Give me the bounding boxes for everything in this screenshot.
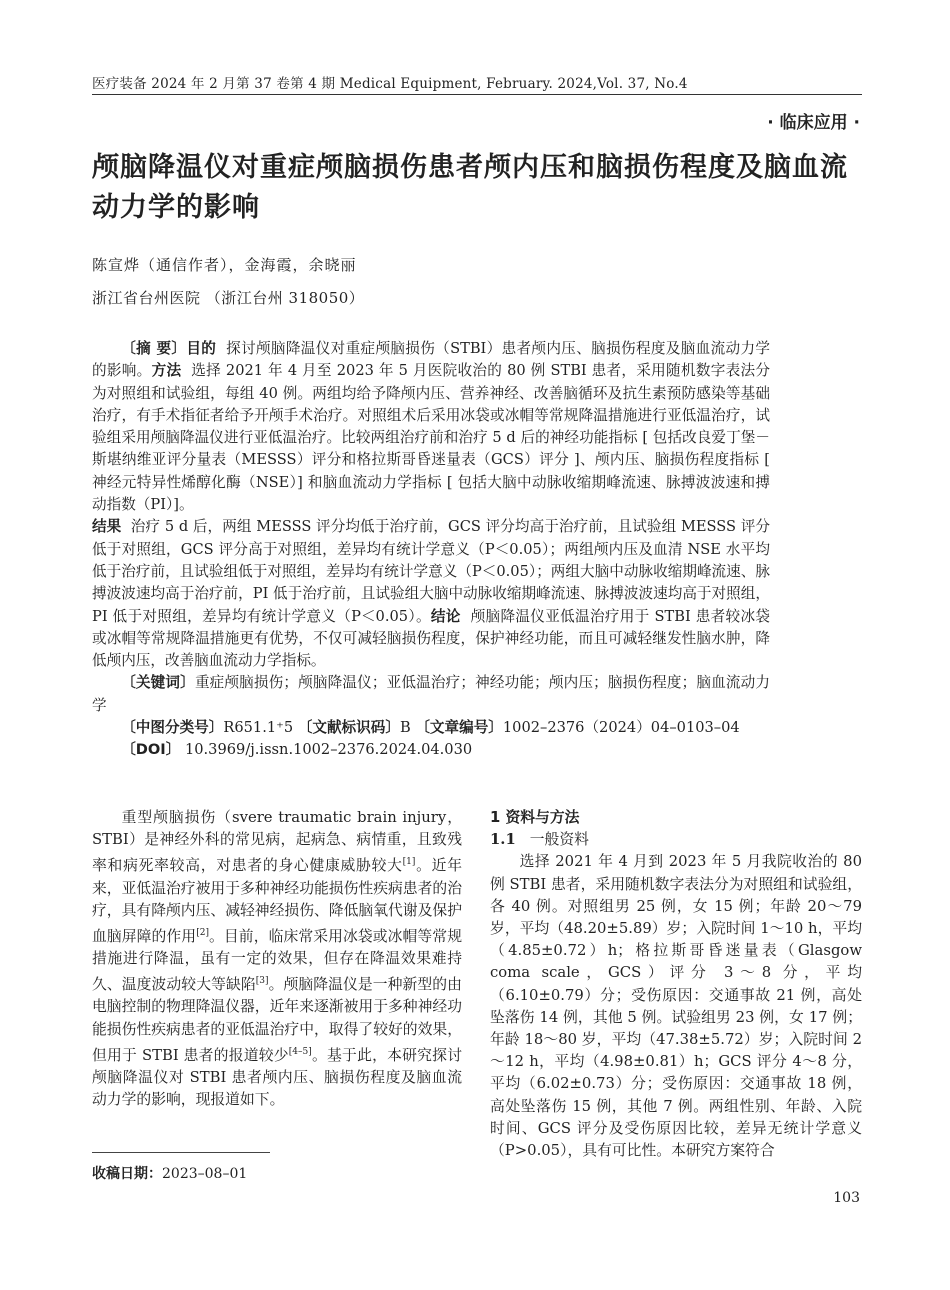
article-title: 颅脑降温仪对重症颅脑损伤患者颅内压和脑损伤程度及脑血流动力学的影响 bbox=[92, 152, 848, 223]
affiliation: 浙江省台州医院 （浙江台州 318050） bbox=[92, 289, 365, 307]
doi-label: 〔DOI〕 bbox=[121, 741, 181, 759]
abstract-results-label: 结果 bbox=[92, 518, 122, 536]
received-date: 收稿日期：2023–08–01 bbox=[92, 1166, 248, 1182]
classification-line bbox=[92, 717, 770, 739]
doc-code-label: 〔文献标识码〕 bbox=[297, 719, 400, 737]
abstract-purpose-label: 〔摘 要〕目的 bbox=[121, 340, 217, 357]
abstract-methods: 选择 2021 年 4 月至 2023 年 5 月医院收治的 80 例 STBI 患者，采用随机数字表法分为对照组和试验组，每组 40 例。两组均给予降颅内压、营养神经、改善脑循环及抗生素预防感染等基础治疗，有手术指征者给予开颅手术治疗。对照组术后采用冰袋或冰帽等常规降温措施进行亚低温治疗，试验组采用颅脑降温仪进行亚低温治疗。比较两组治疗前和治疗 5 d 后的神经功能指标 [ 包括改良爱丁堡－斯堪纳维亚评分量表（MESSS）评分和格拉斯哥昏迷量表（GCS）评分 ]、颅内压、脑损伤程度指标 [ 神经元特异性烯醇化酶（NSE）] 和脑血流动力学指标 [ 包括大脑中动脉收缩期峰流速、脉搏波波速和搏动指数（PI）]。 bbox=[92, 362, 770, 514]
doi-line bbox=[92, 739, 770, 761]
keywords: 重症颅脑损伤；颅脑降温仪；亚低温治疗；神经功能；颅内压；脑损伤程度；脑血流动力学 bbox=[92, 674, 770, 714]
section-heading: 1 资料与方法 bbox=[490, 809, 580, 826]
footnote-rule bbox=[92, 1152, 270, 1153]
abstract-body bbox=[92, 338, 770, 516]
subsection-number: 1.1 bbox=[490, 831, 516, 849]
subsection-heading bbox=[490, 829, 862, 851]
citation-2: [2] bbox=[196, 927, 209, 938]
subsection-title: 一般资料 bbox=[529, 831, 589, 849]
citation-1: [1] bbox=[402, 857, 416, 868]
body-left-column bbox=[92, 807, 462, 1111]
general-data-paragraph: 选择 2021 年 4 月到 2023 年 5 月我院收治的 80 例 STBI 患者，采用随机数字表法分为对照组和试验组，各 40 例。对照组男 25 例，女 15 例；年龄 20～79 岁，平均（48.20±5.89）岁；入院时间 1～10 h，平均（4.85±0.72）h；格拉斯哥昏迷量表（Glasgow coma scale，GCS）评分 3～8 分，平均（6.10±0.79）分；受伤原因：交通事故 21 例，高处坠落伤 14 例，其他 5 例。试验组男 23 例，女 17 例；年龄 18～80 岁，平均（47.38±5.72）岁；入院时间 2～12 h，平均（4.98±0.81）h；GCS 评分 4～8 分，平均（6.02±0.73）分；受伤原因：交通事故 18 例，高处坠落伤 15 例，其他 7 例。两组性别、年龄、入院时间、GCS 评分及受伤原因比较，差异无统计学意义（P>0.05），具有可比性。本研究方案符合 bbox=[490, 853, 862, 1160]
abstract-results: 治疗 5 d 后，两组 MESSS 评分均低于治疗前，GCS 评分均高于治疗前，且试验组 MESSS 评分低于对照组，GCS 评分高于对照组，差异均有统计学意义（P＜0.05）；两组颅内压及血清 NSE 水平均低于治疗前，且试验组低于对照组，差异均有统计学意义（P＜0.05）；两组大脑中动脉收缩期峰流速、脉搏波波速均高于治疗前，PI 低于治疗前，且试验组大脑中动脉收缩期峰流速、脉搏波波速均高于对照组，PI 低于对照组，差异均有统计学意义（P＜0.05）。 bbox=[92, 518, 771, 625]
page-number: 103 bbox=[833, 1190, 860, 1206]
keywords-label: 〔关键词〕 bbox=[121, 674, 195, 692]
keywords-line bbox=[92, 672, 770, 717]
journal-header: 医疗装备 2024 年 2 月第 37 卷第 4 期 Medical Equipment, February. 2024,Vol. 37, No.4 bbox=[92, 76, 688, 92]
doc-code: B bbox=[399, 719, 411, 737]
abstract-conclusion-label: 结论 bbox=[430, 607, 461, 625]
article-no-label: 〔文章编号〕 bbox=[415, 719, 503, 737]
doi: 10.3969/j.issn.1002–2376.2024.04.030 bbox=[184, 741, 473, 759]
abstract-purpose: 探讨颅脑降温仪对重症颅脑损伤（STBI）患者颅内压、脑损伤程度及脑血流动力学的影响。 bbox=[92, 340, 770, 380]
clc: R651.1⁺5 bbox=[223, 719, 294, 737]
abstract-conclusion: 颅脑降温仪亚低温治疗用于 STBI 患者较冰袋或冰帽等常规降温措施更有优势，不仅可减轻脑损伤程度，保护神经功能，而且可减轻继发性脑水肿，降低颅内压，改善脑血流动力学指标。 bbox=[92, 607, 770, 670]
article-no: 1002–2376（2024）04–0103–04 bbox=[502, 719, 740, 737]
abstract-results-block bbox=[92, 516, 770, 672]
intro-paragraph: 重型颅脑损伤（svere traumatic brain injury，STBI）是神经外科的常见病，起病急、病情重，且致残率和病死率较高，对患者的身心健康威胁较大[1]。近年来，亚低温治疗被用于多种神经功能损伤性疾病患者的治疗，具有降颅内压、减轻神经损伤、降低脑氧代谢及保护血脑屏障的作用[2]。目前，临床常采用冰袋或冰帽等常规措施进行降温，虽有一定的效果，但存在降温效果难持久、温度波动较大等缺陷[3]。颅脑降温仪是一种新型的由电脑控制的物理降温仪器，近年来逐渐被用于多种神经功能损伤性疾病患者的亚低温治疗中，取得了较好的效果，但用于 STBI 患者的报道较少[4–5]。基于此，本研究探讨颅脑降温仪对 STBI 患者颅内压、脑损伤程度及脑血流动力学的影响，现报道如下。 bbox=[92, 809, 462, 1109]
abstract bbox=[92, 338, 770, 762]
citation-3: [3] bbox=[255, 976, 269, 987]
authors: 陈宣烨（通信作者），金海霞，余晓丽 bbox=[92, 256, 357, 274]
received-label: 收稿日期： bbox=[92, 1166, 162, 1182]
citation-4-5: [4–5] bbox=[288, 1046, 312, 1057]
abstract-methods-label: 方法 bbox=[151, 362, 182, 380]
section-tag: · 临床应用 · bbox=[767, 113, 860, 133]
body-right-column bbox=[490, 807, 862, 1162]
header-rule bbox=[92, 94, 862, 95]
clc-label: 〔中图分类号〕 bbox=[121, 719, 224, 737]
